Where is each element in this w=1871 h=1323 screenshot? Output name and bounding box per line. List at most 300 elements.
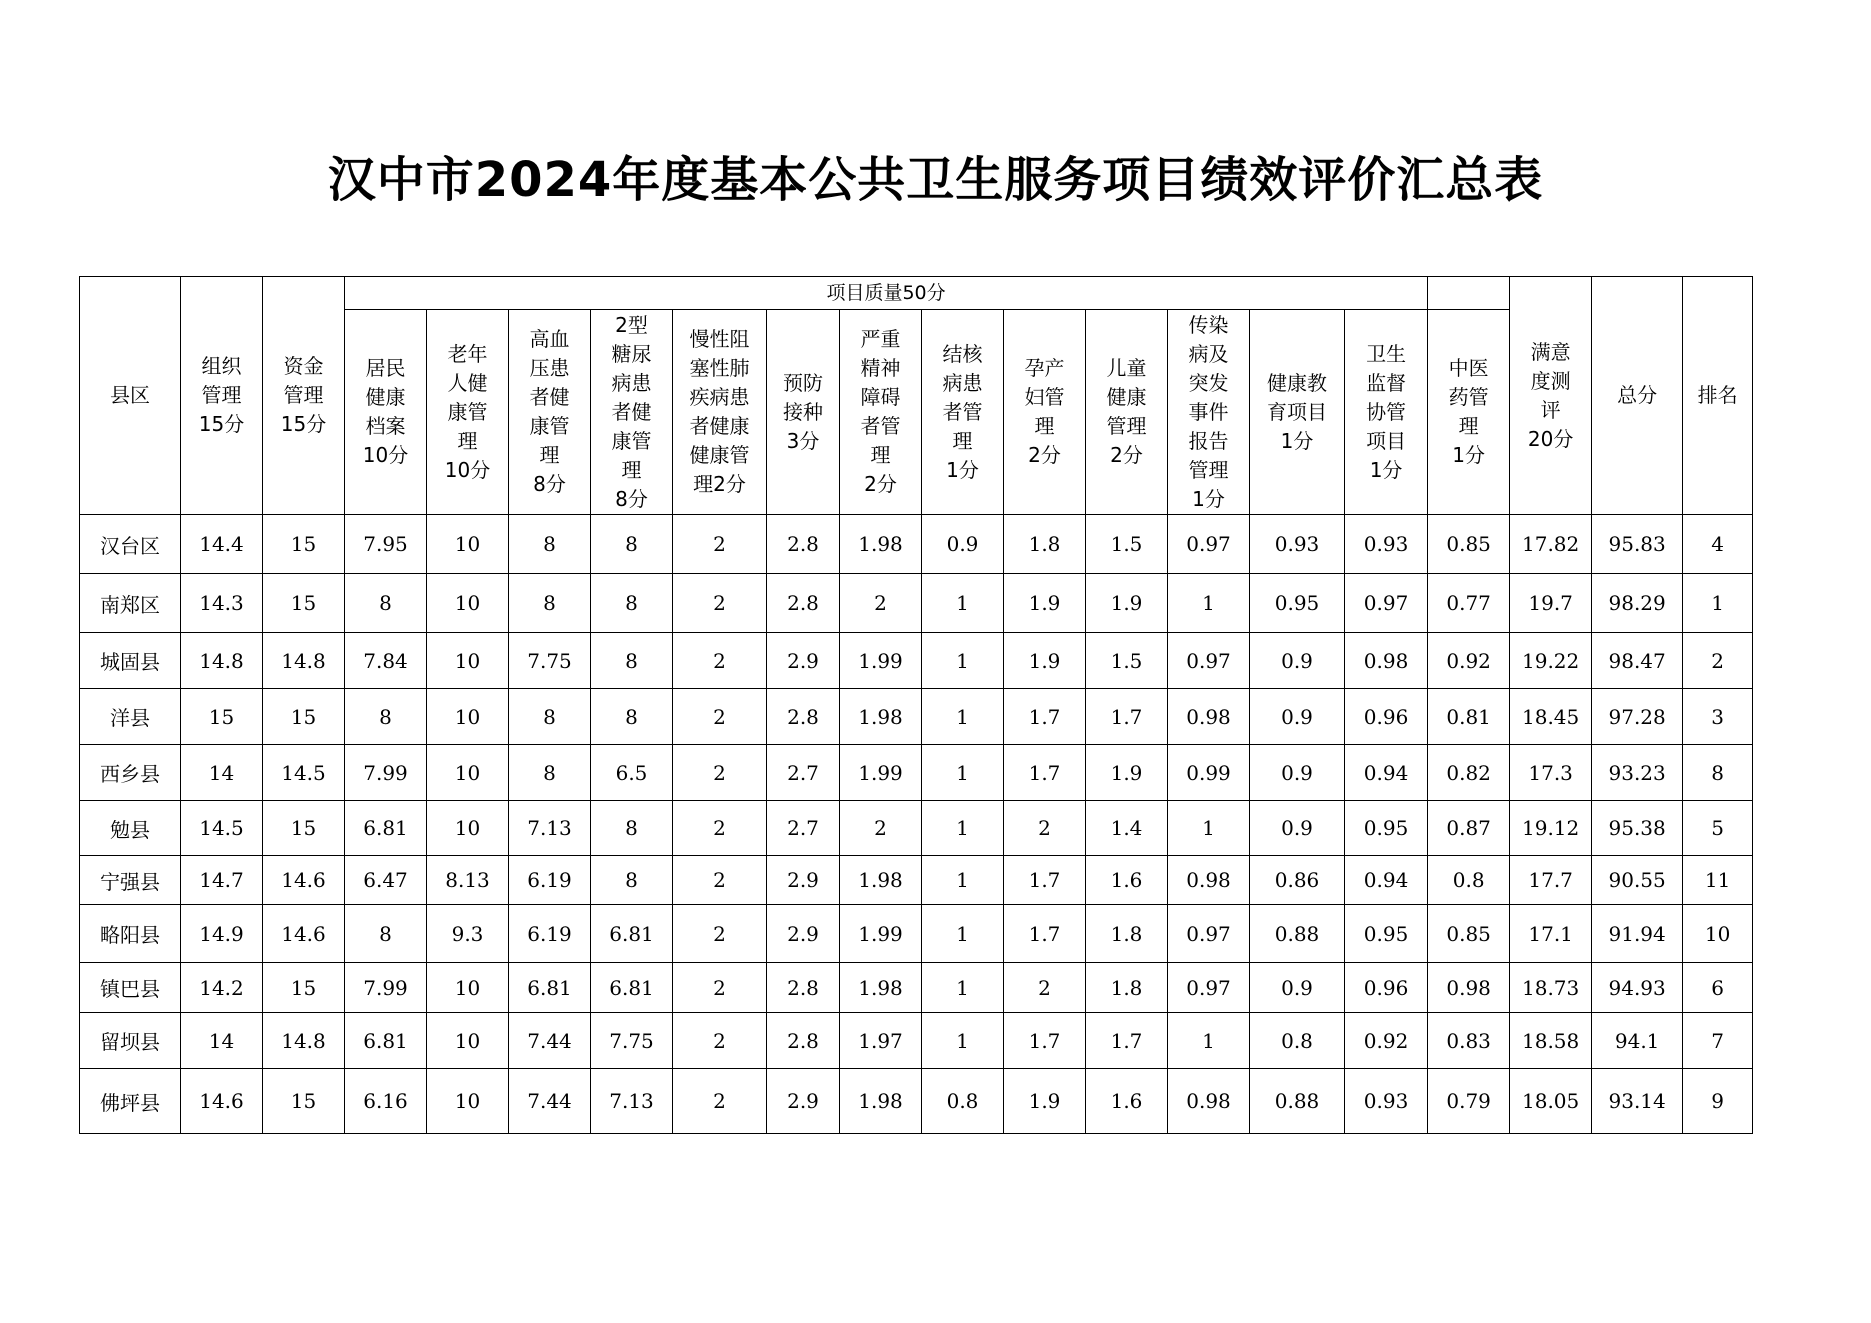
cell-total: 95.38 bbox=[1592, 801, 1683, 856]
header-line: 康管 bbox=[611, 428, 652, 453]
cell-copd: 2 bbox=[673, 574, 767, 633]
cell-records: 8 bbox=[345, 905, 427, 963]
cell-infectious: 0.99 bbox=[1168, 745, 1250, 801]
cell-tcm: 0.77 bbox=[1428, 574, 1510, 633]
header-line: 管理 bbox=[1106, 414, 1147, 438]
cell-satisfaction: 19.7 bbox=[1510, 574, 1592, 633]
cell-tcm: 0.85 bbox=[1428, 905, 1510, 963]
cell-copd: 2 bbox=[673, 801, 767, 856]
cell-supervision: 0.95 bbox=[1345, 801, 1428, 856]
cell-county: 南郑区 bbox=[80, 574, 181, 633]
cell-satisfaction: 19.22 bbox=[1510, 633, 1592, 689]
column-header-maternal bbox=[1004, 310, 1086, 515]
cell-copd: 2 bbox=[673, 745, 767, 801]
cell-total: 95.83 bbox=[1592, 515, 1683, 574]
cell-hypertension: 7.44 bbox=[509, 1013, 591, 1069]
cell-fund: 14.8 bbox=[263, 1013, 345, 1069]
cell-copd: 2 bbox=[673, 633, 767, 689]
cell-satisfaction: 17.1 bbox=[1510, 905, 1592, 963]
cell-rank: 7 bbox=[1683, 1013, 1753, 1069]
cell-maternal: 1.7 bbox=[1004, 1013, 1086, 1069]
cell-satisfaction: 18.73 bbox=[1510, 963, 1592, 1013]
cell-diabetes: 8 bbox=[591, 689, 673, 745]
cell-org: 14.4 bbox=[181, 515, 263, 574]
cell-rank: 6 bbox=[1683, 963, 1753, 1013]
header-line: 育项目 bbox=[1267, 399, 1327, 424]
column-header-elderly bbox=[427, 310, 509, 515]
cell-vaccine: 2.8 bbox=[767, 574, 840, 633]
header-line: 15分 bbox=[198, 412, 245, 436]
header-line: 管理 bbox=[1188, 457, 1229, 482]
column-header-mental bbox=[840, 310, 922, 515]
header-line: 排名 bbox=[1697, 383, 1738, 407]
cell-records: 6.16 bbox=[345, 1069, 427, 1134]
cell-fund: 14.8 bbox=[263, 633, 345, 689]
table-row bbox=[80, 905, 1753, 963]
cell-total: 97.28 bbox=[1592, 689, 1683, 745]
column-header-org bbox=[181, 277, 263, 515]
header-line: 理 bbox=[952, 428, 973, 453]
header-line: 组织 bbox=[201, 354, 242, 378]
cell-tb: 0.9 bbox=[922, 515, 1004, 574]
cell-county: 西乡县 bbox=[80, 745, 181, 801]
cell-supervision: 0.96 bbox=[1345, 963, 1428, 1013]
cell-child: 1.5 bbox=[1086, 515, 1168, 574]
cell-infectious: 1 bbox=[1168, 574, 1250, 633]
header-line: 者健 bbox=[529, 385, 570, 409]
column-header-records bbox=[345, 310, 427, 515]
header-line: 中医 bbox=[1448, 356, 1489, 380]
header-line: 者管 bbox=[942, 399, 983, 424]
cell-vaccine: 2.8 bbox=[767, 689, 840, 745]
cell-tcm: 0.98 bbox=[1428, 963, 1510, 1013]
cell-satisfaction: 17.3 bbox=[1510, 745, 1592, 801]
cell-fund: 15 bbox=[263, 1069, 345, 1134]
table-row bbox=[80, 963, 1753, 1013]
cell-education: 0.9 bbox=[1250, 801, 1345, 856]
cell-elderly: 10 bbox=[427, 515, 509, 574]
cell-child: 1.8 bbox=[1086, 963, 1168, 1013]
cell-hypertension: 6.81 bbox=[509, 963, 591, 1013]
cell-child: 1.6 bbox=[1086, 1069, 1168, 1134]
cell-infectious: 1 bbox=[1168, 1013, 1250, 1069]
cell-hypertension: 7.44 bbox=[509, 1069, 591, 1134]
header-line: 1分 bbox=[1192, 486, 1225, 511]
cell-rank: 2 bbox=[1683, 633, 1753, 689]
cell-fund: 14.6 bbox=[263, 905, 345, 963]
header-line: 2分 bbox=[1110, 443, 1143, 467]
cell-tcm: 0.83 bbox=[1428, 1013, 1510, 1069]
header-line: 协管 bbox=[1366, 399, 1407, 424]
cell-mental: 2 bbox=[840, 801, 922, 856]
column-header-hypertension bbox=[509, 310, 591, 515]
cell-elderly: 10 bbox=[427, 1069, 509, 1134]
table-row bbox=[80, 515, 1753, 574]
header-line: 理 bbox=[870, 443, 891, 467]
cell-elderly: 10 bbox=[427, 801, 509, 856]
cell-hypertension: 8 bbox=[509, 689, 591, 745]
table-row bbox=[80, 574, 1753, 633]
header-line: 病及 bbox=[1188, 341, 1229, 366]
cell-education: 0.93 bbox=[1250, 515, 1345, 574]
cell-supervision: 0.93 bbox=[1345, 1069, 1428, 1134]
column-header-fund bbox=[263, 277, 345, 515]
cell-satisfaction: 19.12 bbox=[1510, 801, 1592, 856]
cell-org: 14.9 bbox=[181, 905, 263, 963]
cell-tb: 1 bbox=[922, 1013, 1004, 1069]
cell-tb: 1 bbox=[922, 856, 1004, 905]
cell-maternal: 1.7 bbox=[1004, 745, 1086, 801]
header-line: 病患 bbox=[611, 370, 652, 395]
header-line: 1分 bbox=[1280, 428, 1314, 453]
header-line: 药管 bbox=[1448, 385, 1489, 409]
header-line: 1分 bbox=[1452, 443, 1485, 467]
cell-maternal: 1.7 bbox=[1004, 689, 1086, 745]
performance-summary-table bbox=[79, 276, 1753, 1134]
cell-org: 14.7 bbox=[181, 856, 263, 905]
cell-total: 94.1 bbox=[1592, 1013, 1683, 1069]
cell-hypertension: 7.75 bbox=[509, 633, 591, 689]
column-header-infectious bbox=[1168, 310, 1250, 515]
header-line: 项目 bbox=[1366, 428, 1407, 453]
cell-county: 略阳县 bbox=[80, 905, 181, 963]
cell-infectious: 0.97 bbox=[1168, 905, 1250, 963]
header-line: 20分 bbox=[1527, 426, 1574, 451]
cell-elderly: 10 bbox=[427, 745, 509, 801]
cell-education: 0.88 bbox=[1250, 905, 1345, 963]
cell-diabetes: 8 bbox=[591, 801, 673, 856]
cell-total: 91.94 bbox=[1592, 905, 1683, 963]
cell-records: 7.84 bbox=[345, 633, 427, 689]
cell-supervision: 0.93 bbox=[1345, 515, 1428, 574]
header-line: 总分 bbox=[1617, 383, 1658, 407]
header-line: 严重 bbox=[860, 327, 901, 351]
cell-education: 0.9 bbox=[1250, 963, 1345, 1013]
cell-infectious: 0.97 bbox=[1168, 963, 1250, 1013]
cell-child: 1.7 bbox=[1086, 689, 1168, 745]
cell-supervision: 0.92 bbox=[1345, 1013, 1428, 1069]
cell-maternal: 2 bbox=[1004, 963, 1086, 1013]
header-line: 塞性肺 bbox=[689, 356, 750, 380]
group-header-project-quality: 项目质量50分 bbox=[345, 277, 1428, 310]
cell-supervision: 0.94 bbox=[1345, 856, 1428, 905]
header-line: 健康教 bbox=[1267, 370, 1327, 395]
header-line: 高血 bbox=[529, 327, 570, 351]
cell-elderly: 8.13 bbox=[427, 856, 509, 905]
cell-elderly: 10 bbox=[427, 633, 509, 689]
header-line: 2分 bbox=[864, 472, 897, 496]
cell-diabetes: 8 bbox=[591, 633, 673, 689]
cell-copd: 2 bbox=[673, 689, 767, 745]
header-line: 结核 bbox=[942, 341, 983, 366]
header-line: 精神 bbox=[860, 356, 901, 380]
cell-fund: 15 bbox=[263, 963, 345, 1013]
cell-satisfaction: 18.58 bbox=[1510, 1013, 1592, 1069]
cell-satisfaction: 17.7 bbox=[1510, 856, 1592, 905]
cell-county: 勉县 bbox=[80, 801, 181, 856]
cell-tcm: 0.79 bbox=[1428, 1069, 1510, 1134]
cell-org: 14.3 bbox=[181, 574, 263, 633]
cell-education: 0.86 bbox=[1250, 856, 1345, 905]
cell-vaccine: 2.9 bbox=[767, 905, 840, 963]
cell-vaccine: 2.9 bbox=[767, 633, 840, 689]
cell-elderly: 9.3 bbox=[427, 905, 509, 963]
cell-elderly: 10 bbox=[427, 689, 509, 745]
cell-tb: 1 bbox=[922, 633, 1004, 689]
cell-vaccine: 2.8 bbox=[767, 963, 840, 1013]
cell-child: 1.4 bbox=[1086, 801, 1168, 856]
column-header-supervision bbox=[1345, 310, 1428, 515]
cell-total: 98.47 bbox=[1592, 633, 1683, 689]
cell-tcm: 0.85 bbox=[1428, 515, 1510, 574]
cell-fund: 14.5 bbox=[263, 745, 345, 801]
cell-satisfaction: 17.82 bbox=[1510, 515, 1592, 574]
cell-mental: 1.99 bbox=[840, 905, 922, 963]
cell-vaccine: 2.9 bbox=[767, 856, 840, 905]
cell-rank: 8 bbox=[1683, 745, 1753, 801]
header-line: 2分 bbox=[1028, 443, 1061, 467]
cell-records: 6.47 bbox=[345, 856, 427, 905]
cell-copd: 2 bbox=[673, 1013, 767, 1069]
cell-hypertension: 8 bbox=[509, 574, 591, 633]
cell-records: 6.81 bbox=[345, 1013, 427, 1069]
header-line: 健康 bbox=[1106, 385, 1147, 409]
cell-vaccine: 2.8 bbox=[767, 1013, 840, 1069]
column-header-education bbox=[1250, 310, 1345, 515]
cell-satisfaction: 18.05 bbox=[1510, 1069, 1592, 1134]
cell-rank: 1 bbox=[1683, 574, 1753, 633]
cell-copd: 2 bbox=[673, 963, 767, 1013]
header-line: 理 bbox=[539, 443, 560, 467]
header-line: 人健 bbox=[447, 370, 488, 395]
table-row bbox=[80, 801, 1753, 856]
cell-copd: 2 bbox=[673, 856, 767, 905]
cell-rank: 5 bbox=[1683, 801, 1753, 856]
cell-infectious: 0.98 bbox=[1168, 856, 1250, 905]
header-line: 儿童 bbox=[1106, 356, 1147, 380]
cell-county: 镇巴县 bbox=[80, 963, 181, 1013]
cell-tcm: 0.81 bbox=[1428, 689, 1510, 745]
cell-tb: 1 bbox=[922, 963, 1004, 1013]
header-line: 管理 bbox=[283, 383, 324, 407]
cell-vaccine: 2.7 bbox=[767, 801, 840, 856]
table-row bbox=[80, 856, 1753, 905]
header-line: 孕产 bbox=[1024, 356, 1065, 380]
page-title: 汉中市2024年度基本公共卫生服务项目绩效评价汇总表 bbox=[327, 152, 1544, 208]
cell-org: 14 bbox=[181, 1013, 263, 1069]
cell-total: 93.14 bbox=[1592, 1069, 1683, 1134]
cell-supervision: 0.97 bbox=[1345, 574, 1428, 633]
header-line: 评 bbox=[1540, 397, 1561, 422]
cell-org: 14.2 bbox=[181, 963, 263, 1013]
header-line: 障碍 bbox=[860, 385, 901, 409]
cell-county: 汉台区 bbox=[80, 515, 181, 574]
header-line: 健康管 bbox=[689, 443, 750, 467]
cell-tcm: 0.82 bbox=[1428, 745, 1510, 801]
cell-elderly: 10 bbox=[427, 963, 509, 1013]
header-blank-cell bbox=[1428, 277, 1510, 310]
cell-education: 0.9 bbox=[1250, 633, 1345, 689]
header-line: 压患 bbox=[529, 356, 570, 380]
cell-records: 7.99 bbox=[345, 745, 427, 801]
cell-child: 1.7 bbox=[1086, 1013, 1168, 1069]
header-line: 疾病患 bbox=[689, 385, 750, 409]
cell-supervision: 0.96 bbox=[1345, 689, 1428, 745]
header-line: 1分 bbox=[946, 457, 979, 482]
cell-supervision: 0.98 bbox=[1345, 633, 1428, 689]
cell-total: 90.55 bbox=[1592, 856, 1683, 905]
cell-child: 1.5 bbox=[1086, 633, 1168, 689]
header-line: 传染 bbox=[1188, 312, 1229, 337]
cell-rank: 4 bbox=[1683, 515, 1753, 574]
column-header-county bbox=[80, 277, 181, 515]
table-row bbox=[80, 633, 1753, 689]
cell-org: 14 bbox=[181, 745, 263, 801]
header-line: 者健康 bbox=[689, 414, 750, 438]
table-body bbox=[80, 515, 1753, 1134]
cell-county: 洋县 bbox=[80, 689, 181, 745]
cell-child: 1.9 bbox=[1086, 574, 1168, 633]
cell-diabetes: 8 bbox=[591, 856, 673, 905]
cell-hypertension: 8 bbox=[509, 745, 591, 801]
header-line: 预防 bbox=[783, 370, 823, 395]
cell-total: 93.23 bbox=[1592, 745, 1683, 801]
cell-records: 7.99 bbox=[345, 963, 427, 1013]
cell-records: 8 bbox=[345, 574, 427, 633]
column-header-copd bbox=[673, 310, 767, 515]
cell-rank: 11 bbox=[1683, 856, 1753, 905]
cell-elderly: 10 bbox=[427, 574, 509, 633]
cell-tb: 1 bbox=[922, 745, 1004, 801]
header-line: 3分 bbox=[786, 428, 820, 453]
cell-org: 14.8 bbox=[181, 633, 263, 689]
cell-tcm: 0.87 bbox=[1428, 801, 1510, 856]
cell-infectious: 0.97 bbox=[1168, 515, 1250, 574]
cell-education: 0.88 bbox=[1250, 1069, 1345, 1134]
cell-rank: 10 bbox=[1683, 905, 1753, 963]
cell-mental: 2 bbox=[840, 574, 922, 633]
header-line: 理2分 bbox=[693, 472, 746, 496]
cell-copd: 2 bbox=[673, 905, 767, 963]
cell-maternal: 1.9 bbox=[1004, 633, 1086, 689]
cell-maternal: 1.7 bbox=[1004, 905, 1086, 963]
cell-maternal: 1.9 bbox=[1004, 574, 1086, 633]
cell-vaccine: 2.7 bbox=[767, 745, 840, 801]
cell-mental: 1.98 bbox=[840, 515, 922, 574]
header-line: 病患 bbox=[942, 370, 983, 395]
header-line: 者管 bbox=[860, 414, 901, 438]
cell-infectious: 1 bbox=[1168, 801, 1250, 856]
cell-child: 1.8 bbox=[1086, 905, 1168, 963]
cell-org: 14.6 bbox=[181, 1069, 263, 1134]
cell-infectious: 0.98 bbox=[1168, 1069, 1250, 1134]
cell-maternal: 2 bbox=[1004, 801, 1086, 856]
cell-fund: 14.6 bbox=[263, 856, 345, 905]
cell-tb: 1 bbox=[922, 905, 1004, 963]
cell-copd: 2 bbox=[673, 515, 767, 574]
header-line: 理 bbox=[1458, 414, 1479, 438]
cell-infectious: 0.97 bbox=[1168, 633, 1250, 689]
cell-county: 城固县 bbox=[80, 633, 181, 689]
cell-supervision: 0.95 bbox=[1345, 905, 1428, 963]
header-line: 突发 bbox=[1188, 370, 1229, 395]
header-line: 事件 bbox=[1188, 399, 1229, 424]
cell-education: 0.9 bbox=[1250, 745, 1345, 801]
header-line: 接种 bbox=[783, 399, 823, 424]
cell-education: 0.9 bbox=[1250, 689, 1345, 745]
cell-diabetes: 8 bbox=[591, 515, 673, 574]
column-header-child bbox=[1086, 310, 1168, 515]
cell-maternal: 1.8 bbox=[1004, 515, 1086, 574]
column-header-tcm bbox=[1428, 310, 1510, 515]
table-row bbox=[80, 689, 1753, 745]
header-line: 资金 bbox=[283, 354, 324, 378]
header-line: 卫生 bbox=[1366, 341, 1407, 366]
table-row bbox=[80, 1069, 1753, 1134]
cell-mental: 1.98 bbox=[840, 963, 922, 1013]
cell-hypertension: 7.13 bbox=[509, 801, 591, 856]
header-line: 报告 bbox=[1188, 428, 1229, 453]
cell-child: 1.9 bbox=[1086, 745, 1168, 801]
header-line: 度测 bbox=[1530, 368, 1571, 393]
cell-maternal: 1.9 bbox=[1004, 1069, 1086, 1134]
cell-tcm: 0.92 bbox=[1428, 633, 1510, 689]
column-header-satisfaction bbox=[1510, 277, 1592, 515]
cell-hypertension: 8 bbox=[509, 515, 591, 574]
header-line: 者健 bbox=[611, 399, 652, 424]
cell-rank: 3 bbox=[1683, 689, 1753, 745]
cell-total: 98.29 bbox=[1592, 574, 1683, 633]
cell-tb: 0.8 bbox=[922, 1069, 1004, 1134]
header-line: 理 bbox=[1034, 414, 1055, 438]
header-line: 管理 bbox=[201, 383, 242, 407]
header-line: 8分 bbox=[533, 472, 566, 496]
cell-mental: 1.99 bbox=[840, 633, 922, 689]
cell-diabetes: 6.5 bbox=[591, 745, 673, 801]
header-line: 档案 bbox=[365, 414, 406, 438]
cell-records: 8 bbox=[345, 689, 427, 745]
table-header bbox=[80, 277, 1753, 515]
column-header-rank bbox=[1683, 277, 1753, 515]
cell-mental: 1.97 bbox=[840, 1013, 922, 1069]
cell-diabetes: 7.75 bbox=[591, 1013, 673, 1069]
header-line: 老年 bbox=[447, 341, 488, 366]
cell-tb: 1 bbox=[922, 801, 1004, 856]
cell-hypertension: 6.19 bbox=[509, 856, 591, 905]
cell-tb: 1 bbox=[922, 574, 1004, 633]
cell-county: 佛坪县 bbox=[80, 1069, 181, 1134]
header-line: 理 bbox=[621, 457, 642, 482]
cell-infectious: 0.98 bbox=[1168, 689, 1250, 745]
cell-elderly: 10 bbox=[427, 1013, 509, 1069]
cell-child: 1.6 bbox=[1086, 856, 1168, 905]
header-line: 妇管 bbox=[1024, 385, 1065, 409]
cell-org: 15 bbox=[181, 689, 263, 745]
cell-diabetes: 6.81 bbox=[591, 963, 673, 1013]
cell-rank: 9 bbox=[1683, 1069, 1753, 1134]
cell-records: 6.81 bbox=[345, 801, 427, 856]
cell-education: 0.8 bbox=[1250, 1013, 1345, 1069]
table-row bbox=[80, 745, 1753, 801]
header-line: 15分 bbox=[280, 412, 327, 436]
header-line: 监督 bbox=[1366, 370, 1407, 395]
cell-records: 7.95 bbox=[345, 515, 427, 574]
cell-maternal: 1.7 bbox=[1004, 856, 1086, 905]
header-line: 慢性阻 bbox=[689, 327, 750, 351]
cell-fund: 15 bbox=[263, 574, 345, 633]
header-line: 2型 bbox=[615, 312, 648, 337]
header-line: 糖尿 bbox=[611, 341, 652, 366]
